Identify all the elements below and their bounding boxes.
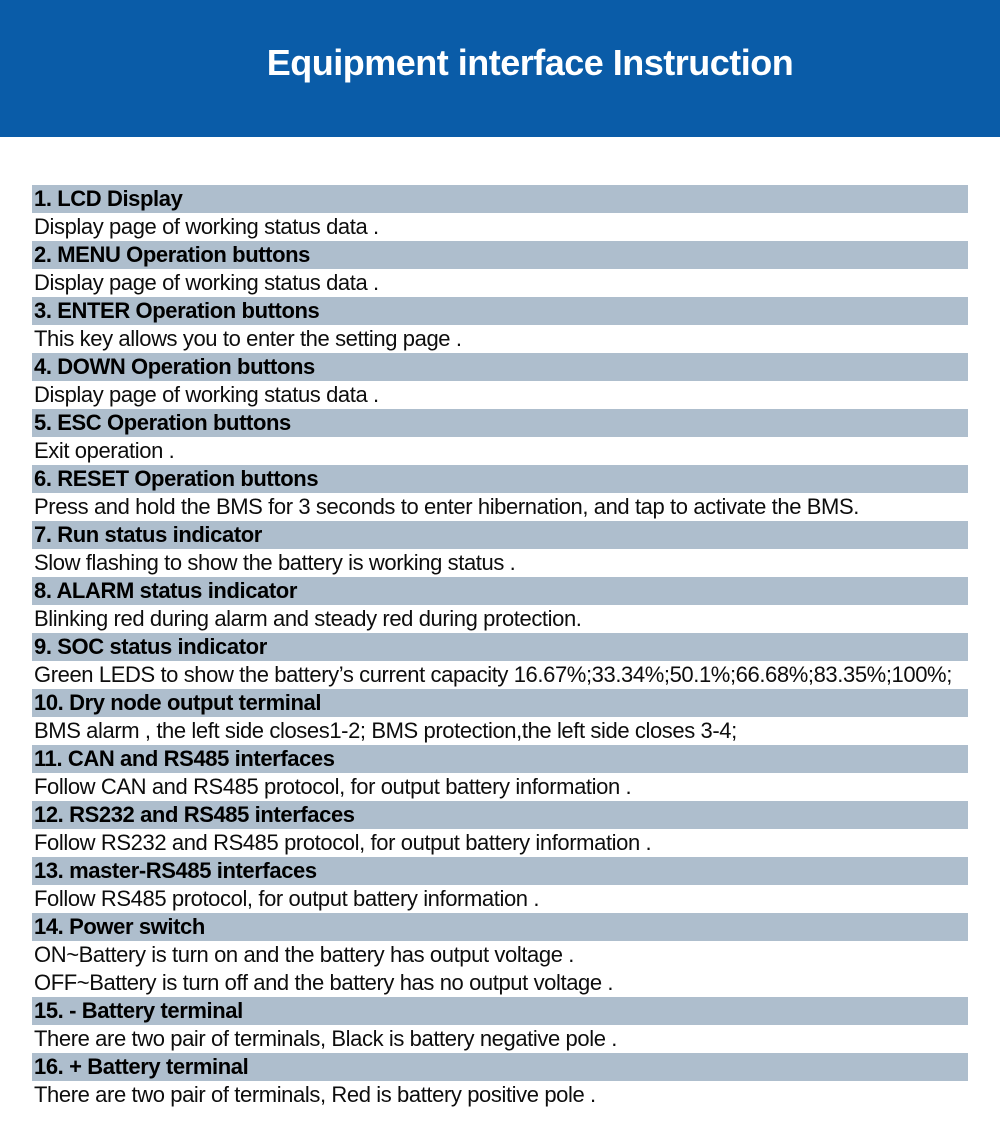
item-description: OFF~Battery is turn off and the battery has no output voltage . — [32, 969, 968, 997]
item-description: There are two pair of terminals, Red is battery positive pole . — [32, 1081, 968, 1109]
title-banner — [0, 0, 1000, 137]
item-description: Follow RS485 protocol, for output battery information . — [32, 885, 968, 913]
item-heading: 1. LCD Display — [32, 185, 968, 213]
item-heading: 6. RESET Operation buttons — [32, 465, 968, 493]
item-heading: 15. - Battery terminal — [32, 997, 968, 1025]
item-description: Follow RS232 and RS485 protocol, for output battery information . — [32, 829, 968, 857]
item-description: Follow CAN and RS485 protocol, for output battery information . — [32, 773, 968, 801]
item-heading: 12. RS232 and RS485 interfaces — [32, 801, 968, 829]
item-heading: 9. SOC status indicator — [32, 633, 968, 661]
item-description: Display page of working status data . — [32, 381, 968, 409]
item-heading: 14. Power switch — [32, 913, 968, 941]
item-description: Blinking red during alarm and steady red during protection. — [32, 605, 968, 633]
item-heading: 16. + Battery terminal — [32, 1053, 968, 1081]
item-heading: 3. ENTER Operation buttons — [32, 297, 968, 325]
item-description: ON~Battery is turn on and the battery has output voltage . — [32, 941, 968, 969]
item-description: Slow flashing to show the battery is working status . — [32, 549, 968, 577]
item-heading: 8. ALARM status indicator — [32, 577, 968, 605]
item-heading: 5. ESC Operation buttons — [32, 409, 968, 437]
page-title: Equipment interface Instruction — [266, 41, 794, 83]
item-description: Display page of working status data . — [32, 213, 968, 241]
item-heading: 11. CAN and RS485 interfaces — [32, 745, 968, 773]
item-heading: 4. DOWN Operation buttons — [32, 353, 968, 381]
item-heading: 13. master-RS485 interfaces — [32, 857, 968, 885]
item-description: Exit operation . — [32, 437, 968, 465]
item-heading: 10. Dry node output terminal — [32, 689, 968, 717]
item-heading: 7. Run status indicator — [32, 521, 968, 549]
item-description: There are two pair of terminals, Black is battery negative pole . — [32, 1025, 968, 1053]
item-description: Green LEDS to show the battery’s current capacity 16.67%;33.34%;50.1%;66.68%;83.35%;100%; — [32, 661, 968, 689]
item-description: Display page of working status data . — [32, 269, 968, 297]
item-description: BMS alarm , the left side closes1-2; BMS protection,the left side closes 3-4; — [32, 717, 968, 745]
item-heading: 2. MENU Operation buttons — [32, 241, 968, 269]
item-description: This key allows you to enter the setting page . — [32, 325, 968, 353]
item-description: Press and hold the BMS for 3 seconds to enter hibernation, and tap to activate the BMS. — [32, 493, 968, 521]
instruction-list — [32, 185, 968, 1109]
